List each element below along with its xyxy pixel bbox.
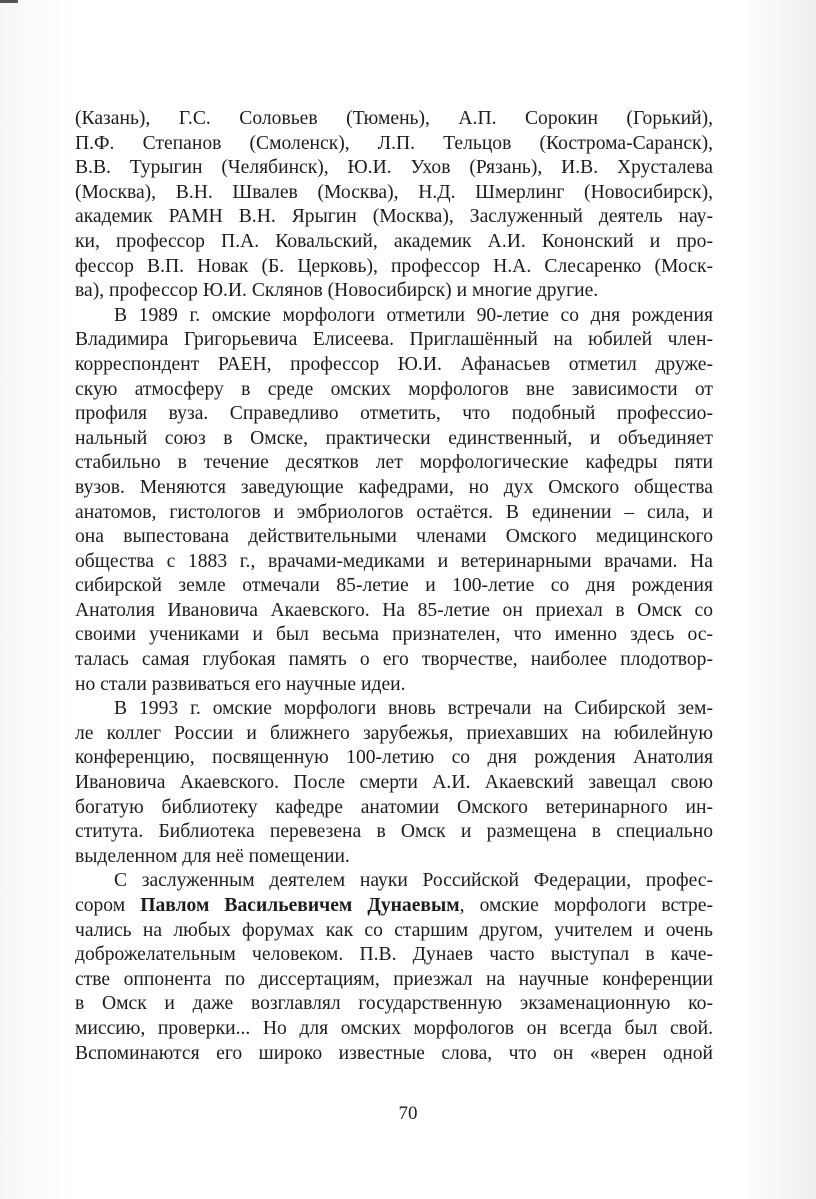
paragraph-4 <box>75 869 713 1066</box>
text-line: В 1993 г. омские морфологи вновь встречали на Сибирской зем- <box>114 698 713 720</box>
text-line: ститута. Библиотека перевезена в Омск и размещена в специально <box>75 821 713 843</box>
paragraph-1 <box>75 107 713 304</box>
text-line: (Москва), В.Н. Швалев (Москва), Н.Д. Шмерлинг (Новосибирск), <box>75 181 713 203</box>
text-line: конференцию, посвященную 100-летию со дня рождения Анатолия <box>75 747 713 769</box>
page-number: 70 <box>398 1103 418 1124</box>
page-body-text <box>75 107 713 1066</box>
text-line: она выпестована действительными членами Омского медицинского <box>75 526 713 548</box>
text-fragment: , омские морфологи встре- <box>459 895 714 916</box>
text-line: корреспондент РАЕН, профессор Ю.И. Афанасьев отметил друже- <box>75 353 713 375</box>
text-line: Анатолия Ивановича Акаевского. На 85-летие он приехал в Омск со <box>75 599 713 621</box>
text-line: ки, профессор П.А. Ковальский, академик А.И. Кононский и про- <box>75 230 713 252</box>
text-line: чались на любых форумах как со старшим другом, учителем и очень <box>75 919 713 941</box>
text-line: доброжелательным человеком. П.В. Дунаев часто выступал в каче- <box>75 944 713 966</box>
text-line: стве оппонента по диссертациям, приезжал на научные конференции <box>75 968 713 990</box>
text-line: миссию, проверки... Но для омских морфологов он всегда был свой. <box>75 1017 713 1039</box>
text-line: профиля вуза. Справедливо отметить, что подобный профессио- <box>75 403 713 425</box>
text-line: ва), профессор Ю.И. Склянов (Новосибирск) и многие другие. <box>75 280 599 302</box>
text-line: В.В. Турыгин (Челябинск), Ю.И. Ухов (Рязань), И.В. Хрусталева <box>75 157 713 179</box>
text-line: анатомов, гистологов и эмбриологов остаётся. В единении – сила, и <box>75 501 713 523</box>
text-line: П.Ф. Степанов (Смоленск), Л.П. Тельцов (Кострома-Саранск), <box>75 132 713 154</box>
text-line: выделенном для неё помещении. <box>75 845 350 867</box>
text-line: ле коллег России и ближнего зарубежья, приехавших на юбилейную <box>75 722 713 744</box>
text-line: вузов. Меняются заведующие кафедрами, но дух Омского общества <box>75 476 713 498</box>
text-line: богатую библиотеку кафедре анатомии Омского ветеринарного ин- <box>75 796 713 818</box>
text-line: фессор В.П. Новак (Б. Церковь), профессор Н.А. Слесаренко (Моск- <box>75 255 713 277</box>
text-line: Вспоминаются его широко известные слова, что он «верен одной <box>75 1042 713 1064</box>
text-line: В 1989 г. омские морфологи отметили 90-летие со дня рождения <box>114 304 713 326</box>
text-line-with-bold-name <box>75 894 713 919</box>
text-line: сибирской земле отмечали 85-летие и 100-летие со дня рождения <box>75 575 713 597</box>
text-line: С заслуженным деятелем науки Российской Федерации, профес- <box>114 870 713 892</box>
paragraph-2 <box>75 304 713 698</box>
text-line: Ивановича Акаевского. После смерти А.И. Акаевский завещал свою <box>75 772 713 794</box>
corner-scan-mark <box>0 0 18 3</box>
text-line: талась самая глубокая память о его творчестве, наиболее плодотвор- <box>75 649 713 671</box>
text-line: Владимира Григорьевича Елисеева. Приглашённый на юбилей член- <box>75 329 713 351</box>
text-line: скую атмосферу в среде омских морфологов вне зависимости от <box>75 378 713 400</box>
text-fragment: сором <box>75 895 141 916</box>
text-line: своими учениками и был весьма признателен, что именно здесь ос- <box>75 624 713 646</box>
text-line: стабильно в течение десятков лет морфологические кафедры пяти <box>75 452 713 474</box>
text-line: академик РАМН В.Н. Ярыгин (Москва), Заслуженный деятель нау- <box>75 206 713 228</box>
text-line: общества с 1883 г., врачами-медиками и ветеринарными врачами. На <box>75 550 713 572</box>
paragraph-3 <box>75 697 713 869</box>
text-line: но стали развиваться его научные идеи. <box>75 673 406 695</box>
text-line: нальный союз в Омске, практически единственный, и объединяет <box>75 427 713 449</box>
text-line: в Омск и даже возглавлял государственную экзаменационную ко- <box>75 993 713 1015</box>
bold-person-name: Павлом Васильевичем Дунаевым <box>140 895 460 916</box>
text-line: (Казань), Г.С. Соловьев (Тюмень), А.П. Сорокин (Горький), <box>75 108 713 129</box>
